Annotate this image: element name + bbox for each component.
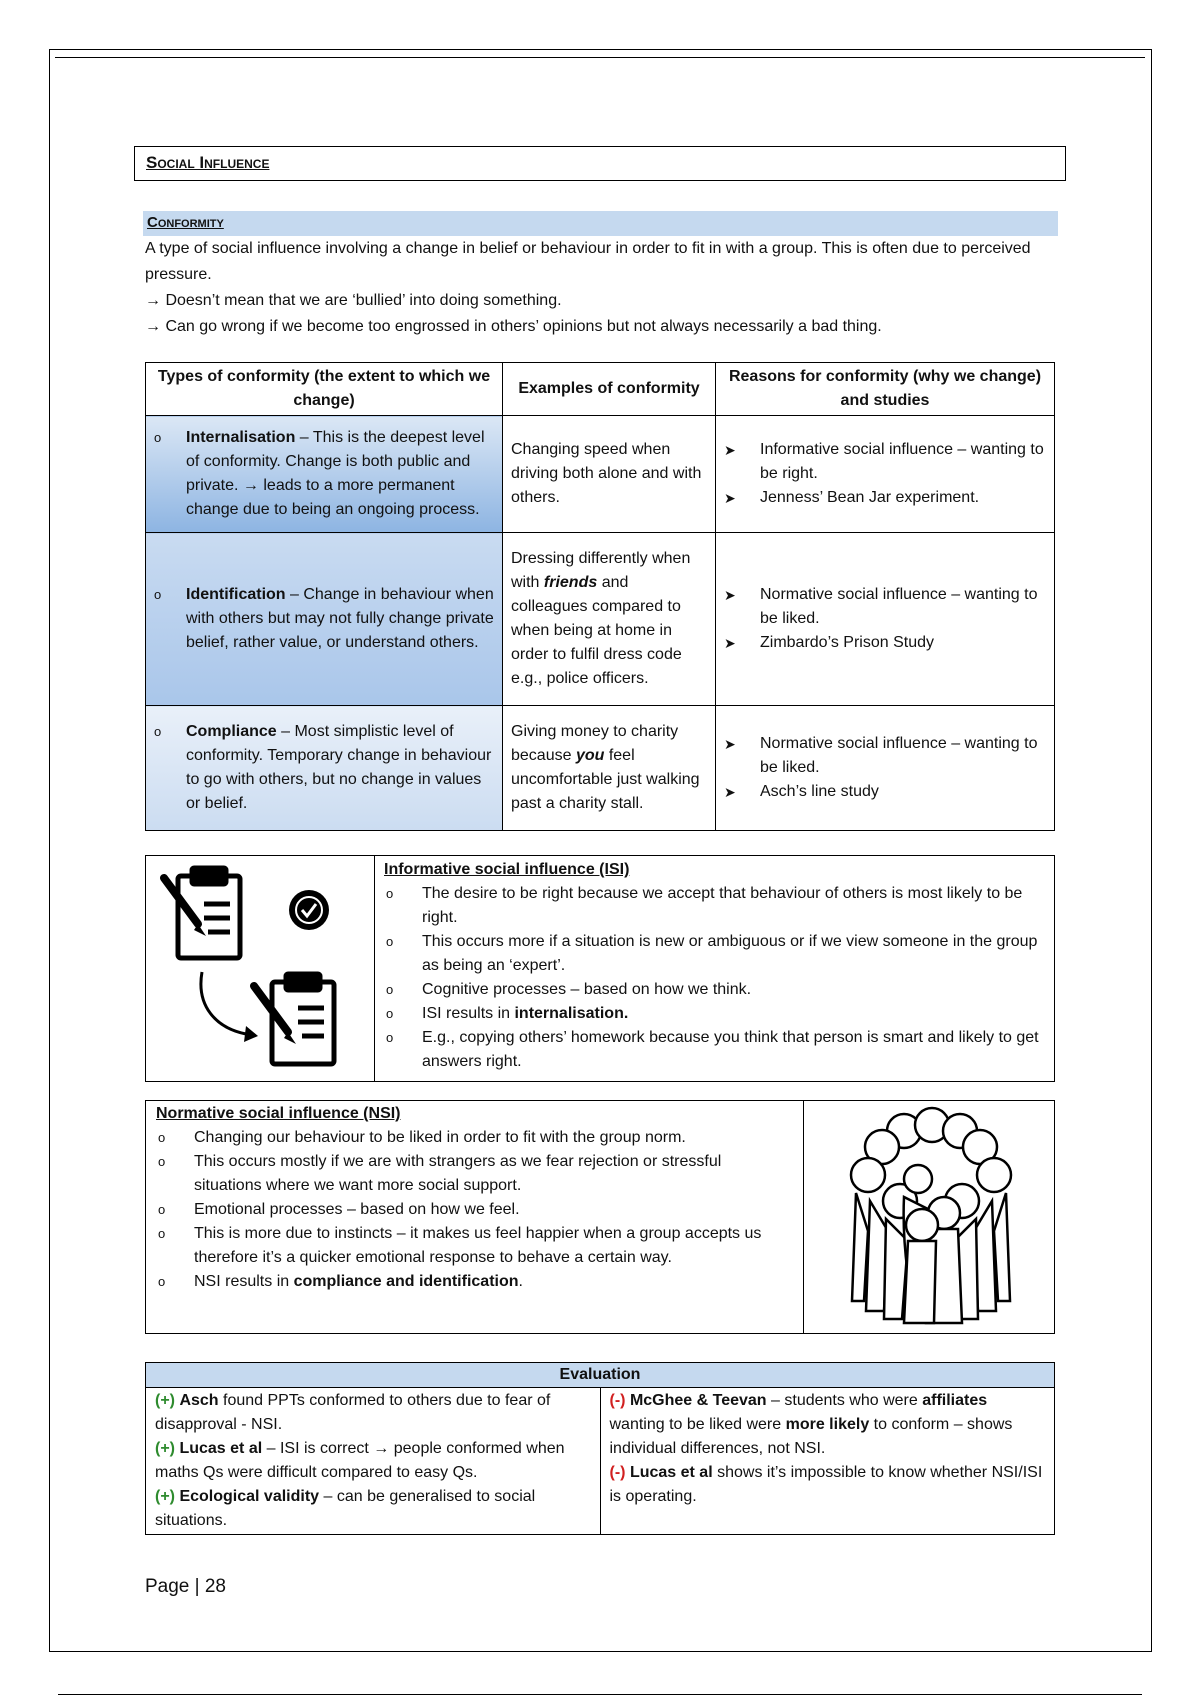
nsi-illustration [803, 1101, 1055, 1333]
circle-bullet-icon: o [158, 1202, 166, 1217]
circle-bullet-icon: o [154, 587, 162, 602]
evaluation-point: (+) Asch found PPTs conformed to others due to fear of disapproval - NSI. [155, 1392, 551, 1433]
example-text: and colleagues compared to when being at home in order to fulfil dress code e.g., police officers. [511, 574, 682, 687]
list-item: ➤ Informative social influence – wanting to be right. [724, 438, 1046, 486]
type-term: Compliance [186, 723, 277, 740]
plus-marker: (+) [155, 1392, 175, 1409]
type-cell [146, 706, 503, 831]
evaluation-point: (-) Lucas et al shows it’s impossible to know whether NSI/ISI is operating. [609, 1464, 1043, 1505]
arrow-bullet-icon: ➤ [724, 490, 736, 506]
circle-bullet-icon: o [158, 1154, 166, 1169]
example-emphasis: friends [543, 574, 598, 591]
isi-box [145, 855, 1055, 1082]
arrow-bullet-icon: ➤ [724, 736, 736, 752]
list-item: o Cognitive processes – based on how we think. [384, 978, 1044, 1002]
circle-bullet-icon: o [386, 934, 394, 949]
arrow-bullet-icon: ➤ [724, 635, 736, 651]
nsi-content [156, 1102, 786, 1294]
minus-marker: (-) [609, 1392, 626, 1409]
type-description: – This is the deepest level of conformity. Change is both public and private. → leads to a more permanent change due to being an ongoing process. [186, 429, 485, 518]
reason-cell [716, 706, 1055, 831]
type-description: – Most simplistic level of conformity. Temporary change in behaviour to go with others, but no change in values or belief. [186, 723, 492, 812]
list-item: o E.g., copying others’ homework because you think that person is smart and likely to get answers right. [384, 1026, 1044, 1074]
isi-title: Informative social influence (ISI) [384, 861, 630, 878]
list-item: o This occurs more if a situation is new or ambiguous or if we view someone in the group as being an ‘expert’. [384, 930, 1044, 978]
circle-bullet-icon: o [386, 1006, 394, 1021]
plus-marker: (+) [155, 1488, 175, 1505]
reason-cell [716, 416, 1055, 533]
example-cell [503, 533, 716, 706]
evaluation-point: (+) Lucas et al – ISI is correct → people conformed when maths Qs were difficult compared to easy Qs. [155, 1440, 565, 1481]
circle-bullet-icon: o [386, 982, 394, 997]
arrow-bullet-icon: ➤ [724, 587, 736, 603]
list-item: ➤ Zimbardo’s Prison Study [724, 631, 1046, 655]
conformity-table [145, 362, 1055, 831]
table-row [146, 1388, 1055, 1535]
circle-bullet-icon: o [158, 1130, 166, 1145]
list-item: ➤ Normative social influence – wanting to be liked. [724, 732, 1046, 780]
plus-marker: (+) [155, 1440, 175, 1457]
nsi-box [145, 1100, 1055, 1334]
list-item: o Emotional processes – based on how we feel. [156, 1198, 786, 1222]
circle-bullet-icon: o [154, 724, 162, 739]
section-title: Social Influence [134, 146, 1066, 181]
nsi-title: Normative social influence (NSI) [156, 1105, 401, 1122]
column-header: Examples of conformity [503, 363, 716, 416]
conformity-definition: A type of social influence involving a change in belief or behaviour in order to fit in with a group. This is often due to perceived pressure. [145, 240, 1031, 283]
footer-rule [58, 1694, 1142, 1695]
conformity-intro [145, 236, 1065, 340]
circle-bullet-icon: o [158, 1226, 166, 1241]
example-text: Giving money to charity because [511, 723, 679, 764]
table-header-row [146, 363, 1055, 416]
column-header: Reasons for conformity (why we change) and studies [716, 363, 1055, 416]
example-text: Changing speed when driving both alone and with others. [511, 441, 702, 506]
evaluation-weaknesses [600, 1388, 1055, 1535]
type-term: Internalisation [186, 429, 296, 446]
list-item: ➤ Asch’s line study [724, 780, 1046, 804]
page-number: Page | 28 [145, 1576, 227, 1597]
type-cell [146, 416, 503, 533]
list-item: o This is more due to instincts – it makes us feel happier when a group accepts us therefore it’s a quicker emotional response to behave a certain way. [156, 1222, 786, 1270]
list-item: o NSI results in compliance and identification. [156, 1270, 786, 1294]
evaluation-point: (-) McGhee & Teevan – students who were affiliates wanting to be liked were more likely to conform – shows individual differences, not NSI. [609, 1392, 1013, 1457]
reason-cell [716, 533, 1055, 706]
circle-bullet-icon: o [154, 430, 162, 445]
type-cell [146, 533, 503, 706]
list-item: ➤ Jenness’ Bean Jar experiment. [724, 486, 1046, 510]
arrow-bullet-icon: ➤ [724, 442, 736, 458]
header-rule [55, 57, 1145, 58]
conformity-point: → Can go wrong if we become too engrossed in others’ opinions but not always necessarily a bad thing. [145, 318, 882, 335]
arrow-bullet-icon: ➤ [724, 784, 736, 800]
table-row [146, 706, 1055, 831]
evaluation-table [145, 1362, 1055, 1535]
example-cell [503, 706, 716, 831]
evaluation-title: Evaluation [146, 1363, 1055, 1388]
circle-bullet-icon: o [386, 886, 394, 901]
evaluation-strengths [146, 1388, 601, 1535]
example-text: feel uncomfortable just walking past a charity stall. [511, 747, 700, 812]
circle-bullet-icon: o [386, 1030, 394, 1045]
example-text: Dressing differently when with [511, 550, 691, 591]
isi-content [384, 858, 1044, 1074]
example-cell [503, 416, 716, 533]
column-header: Types of conformity (the extent to which we change) [146, 363, 503, 416]
clipboard-icon [146, 856, 374, 1081]
isi-illustration [146, 856, 375, 1081]
type-description: – Change in behaviour when with others but may not fully change private belief, rather value, or understand others. [186, 586, 494, 651]
conformity-point: → Doesn’t mean that we are ‘bullied’ into doing something. [145, 292, 562, 309]
conformity-heading: Conformity [143, 211, 1058, 236]
group-of-people-icon [804, 1101, 1055, 1333]
list-item: o Changing our behaviour to be liked in order to fit with the group norm. [156, 1126, 786, 1150]
circle-bullet-icon: o [158, 1274, 166, 1289]
type-term: Identification [186, 586, 286, 603]
table-row [146, 416, 1055, 533]
list-item: ➤ Normative social influence – wanting to be liked. [724, 583, 1046, 631]
list-item: o ISI results in internalisation. [384, 1002, 1044, 1026]
table-row [146, 533, 1055, 706]
evaluation-point: (+) Ecological validity – can be generalised to social situations. [155, 1488, 536, 1529]
list-item: o This occurs mostly if we are with strangers as we fear rejection or stressful situations where we want more social support. [156, 1150, 786, 1198]
example-emphasis: you [575, 747, 605, 764]
minus-marker: (-) [609, 1464, 626, 1481]
list-item: o The desire to be right because we accept that behaviour of others is most likely to be right. [384, 882, 1044, 930]
